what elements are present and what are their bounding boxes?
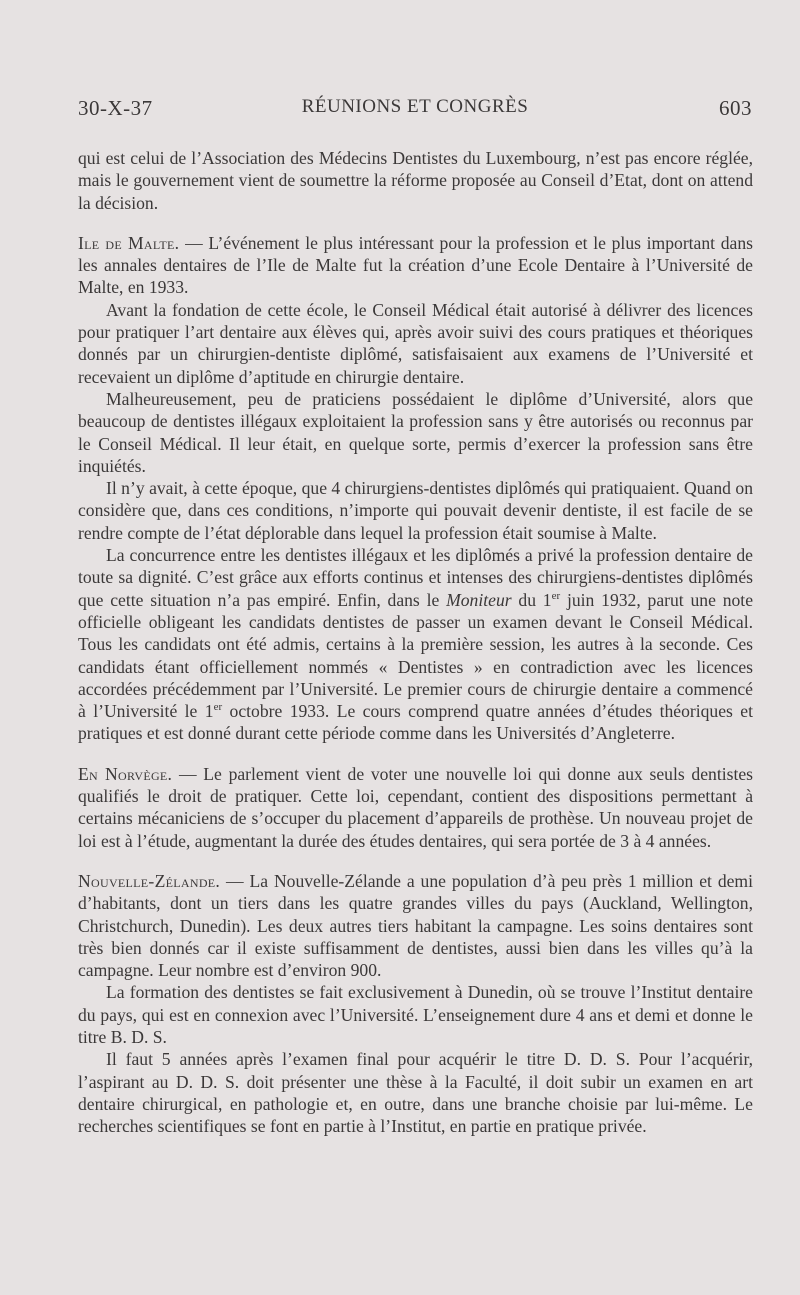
paragraph-text: — L’événement le plus intéressant pour la profession et le plus important dans les annales dentaires de l’Ile de Malte fut la création d’une Ecole Dentaire à l’Université de Malte, en 1933. (78, 232, 753, 298)
header-title: RÉUNIONS ET CONGRÈS (301, 96, 529, 117)
running-header (78, 96, 752, 126)
paragraph-text: Il faut 5 années après l’examen final pour acquérir le titre D. D. S. Pour l’acquérir, l’aspirant au D. D. S. doit présenter une thèse à la Faculté, il doit subir un examen en art dentaire chirurgical, en pathologie et, en outre, dans une branche choisie par lui-même. Le recherches scientifiques se font en partie à l’Institut, en partie en pratique privée. (78, 1049, 753, 1137)
paragraph-text: qui est celui de l’Association des Médecins Dentistes du Luxembourg, n’est pas encore réglée, mais le gouvernement vient de soumettre la réforme proposée au Conseil d’Etat, dont on attend la décision. (78, 148, 753, 213)
paragraph-text: La concurrence entre les dentistes illégaux et les diplômés a privé la profession dentaire de toute sa dignité. C’est grâce aux efforts continus et intenses des chirurgiens-dentistes diplômés que cette situation n’a pas empiré. Enfin, dans le (78, 545, 753, 610)
paragraph-text: — La Nouvelle-Zélande a une population d’à peu près 1 million et demi d’habitants, dont un tiers dans les quatre grandes villes du pays (Auckland, Wellington, Christchurch, Dunedin). Les deux autres tiers habitant la campagne. Les soins dentaires sont très bien donnés car il existe suffisamment de dentistes, aussi bien dans les villes qu’à la campagne. Leur nombre est d’environ 900. (78, 870, 753, 981)
section-heading-nouvelle-zelande: Nouvelle-Zélande. (78, 870, 221, 891)
section-norvege (78, 763, 753, 852)
section-nouvelle-zelande (78, 870, 753, 981)
paragraph-malte-epoque (78, 477, 753, 544)
paragraph-malte-praticiens (78, 388, 753, 477)
paragraph-text: du 1 (511, 589, 552, 610)
paragraph-text: juin 1932, parut une note officielle obligeant les candidats dentistes de passer un examen devant le Conseil Médical. Tous les candidats ont été admis, certains à la première session, les autres à la seconde. Ces candidats étant officiellement nommés « Dentistes » en contradiction avec les licences accordées précédemment par l’Université. Le premier cours de chirurgie dentaire a commencé à l’Université le 1 (78, 589, 754, 722)
section-heading-malte: Ile de Malte. (78, 232, 180, 253)
article-body (78, 147, 753, 1137)
superscript-er: er (213, 701, 223, 714)
section-heading-norvege: En Norvège. (78, 763, 173, 784)
section-malte (78, 232, 753, 299)
moniteur-italic: Moniteur (446, 589, 512, 610)
paragraph-text: octobre 1933. Le cours comprend quatre années d’études théoriques et pratiques et est donné durant cette période comme dans les Universités d’Angleterre. (78, 701, 753, 744)
header-date: 30-X-37 (78, 96, 153, 120)
superscript-er: er (551, 589, 561, 602)
paragraph-malte-concurrence (78, 544, 753, 745)
paragraph-malte-fondation (78, 299, 753, 388)
paragraph-luxembourg-continuation (78, 147, 753, 214)
paragraph-text: Il n’y avait, à cette époque, que 4 chirurgiens-dentistes diplômés qui pratiquaient. Quand on considère que, dans ces conditions, n’importe qui pouvait devenir dentiste, il est facile de se rendre compte de l’état déplorable dans lequel la profession était soumise à Malte. (78, 478, 753, 543)
paragraph-nz-titre (78, 1048, 753, 1137)
paragraph-text: — Le parlement vient de voter une nouvelle loi qui donne aux seuls dentistes qualifiés le droit de pratiquer. Cette loi, cependant, contient des dispositions permettant à certains mécaniciens de s’occuper du placement d’appareils de prothèse. Un nouveau projet de loi est à l’étude, augmentant la durée des études dentaires, qui sera portée de 3 à 4 années. (78, 763, 753, 851)
page-number: 603 (719, 96, 752, 120)
paragraph-text: Avant la fondation de cette école, le Conseil Médical était autorisé à délivrer des licences pour pratiquer l’art dentaire aux élèves qui, après avoir suivi des cours pratiques et théoriques donnés par un chirurgien-dentiste diplômé, satisfaisaient aux examens de l’Université et recevaient un diplôme d’aptitude en chirurgie dentaire. (78, 299, 753, 387)
paragraph-text: Malheureusement, peu de praticiens possédaient le diplôme d’Université, alors que beaucoup de dentistes illégaux exploitaient la profession sans y être autorisés ou reconnus par le Conseil Médical. Il leur était, en quelque sorte, permis d’exercer la profession sans être inquiétés. (78, 388, 753, 476)
paragraph-nz-formation (78, 981, 753, 1048)
paragraph-text: La formation des dentistes se fait exclusivement à Dunedin, où se trouve l’Institut dentaire du pays, qui est en connexion avec l’Université. L’enseignement dure 4 ans et demi et donne le titre B. D. S. (78, 982, 753, 1047)
